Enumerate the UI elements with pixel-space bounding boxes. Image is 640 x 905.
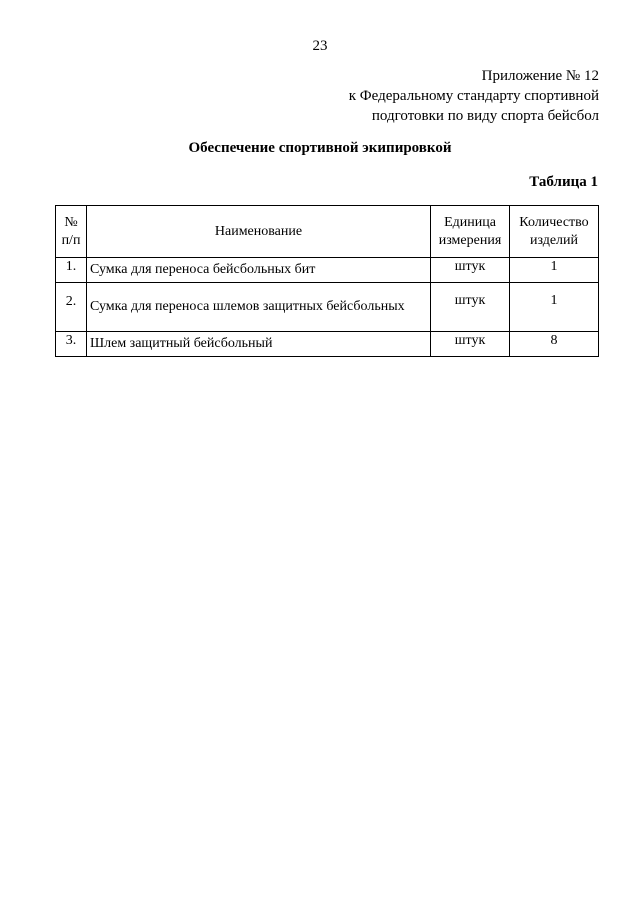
header-num [56,206,87,258]
header-qty [510,206,599,258]
row-name: Шлем защитный бейсбольный [87,332,431,357]
table-row [56,332,599,357]
header-unit [431,206,510,258]
row-num: 1. [56,258,87,283]
row-qty: 8 [510,332,599,357]
table-caption: Таблица 1 [529,174,598,190]
row-unit: штук [431,283,510,332]
row-name: Сумка для переноса шлемов защитных бейсбольных [87,283,431,332]
row-unit: штук [431,258,510,283]
header-unit-line-2: измерения [438,232,502,248]
row-name: Сумка для переноса бейсбольных бит [87,258,431,283]
header-qty-line-1: Количество [519,214,589,230]
equipment-table [55,205,599,357]
row-num: 3. [56,332,87,357]
appendix-line-2: к Федеральному стандарту спортивной [348,88,599,104]
table-row [56,258,599,283]
appendix-line-1: Приложение № 12 [481,68,599,84]
row-num: 2. [56,283,87,332]
row-unit: штук [431,332,510,357]
header-name: Наименование [87,206,431,258]
page-number: 23 [312,38,328,54]
header-num-line-2: п/п [61,232,81,248]
appendix-line-3: подготовки по виду спорта бейсбол [371,108,599,124]
document-title: Обеспечение спортивной экипировкой [188,140,452,156]
table-row [56,283,599,332]
header-unit-line-1: Единица [444,214,496,230]
header-qty-line-2: изделий [529,232,579,248]
row-qty: 1 [510,258,599,283]
appendix-header [349,66,599,126]
row-qty: 1 [510,283,599,332]
header-num-line-1: № [64,214,78,230]
table-header-row [56,206,599,258]
